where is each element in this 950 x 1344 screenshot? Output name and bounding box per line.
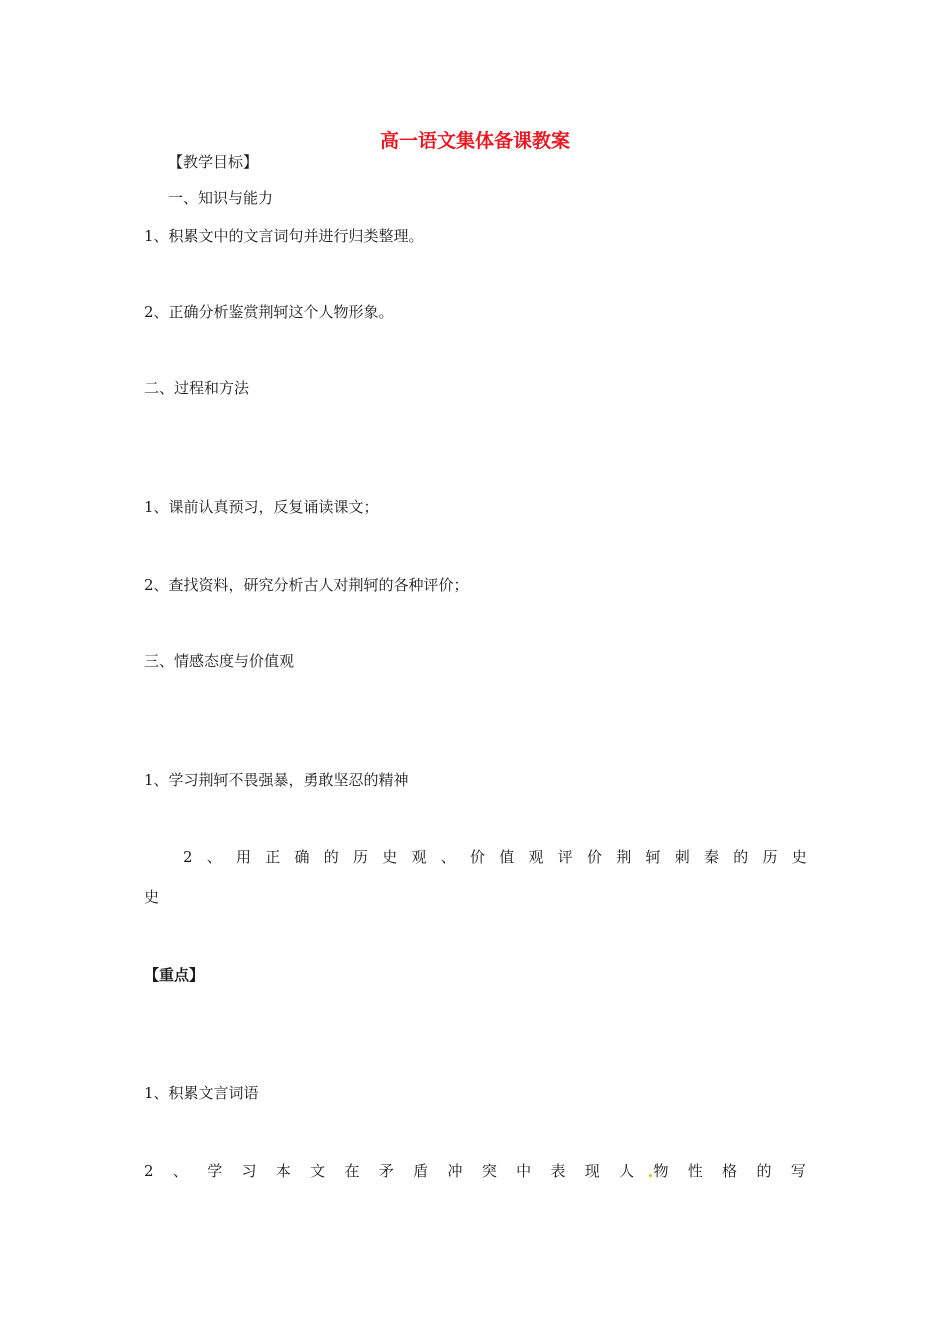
- justified-char: 轲: [645, 848, 661, 866]
- list-item: 2、查找资料，研究分析古人对荆轲的各种评价；: [144, 576, 469, 594]
- justified-char: 的: [323, 848, 339, 866]
- justified-char: 价: [470, 848, 486, 866]
- justified-line: [183, 847, 807, 867]
- document-title: 高一语文集体备课教案: [379, 130, 570, 152]
- justified-char: 习: [241, 1162, 257, 1180]
- section-heading-values: 三、情感态度与价值观: [144, 652, 295, 670]
- justified-char: 性: [687, 1162, 703, 1180]
- section-heading-knowledge: 一、知识与能力: [168, 189, 274, 207]
- justified-char: 2: [183, 848, 193, 866]
- list-item-wrap: 史: [144, 888, 160, 906]
- justified-char: 、: [440, 848, 456, 866]
- justified-char: 格: [722, 1162, 738, 1180]
- key-points-heading: 【重点】: [144, 966, 205, 984]
- justified-char: 现: [584, 1162, 600, 1180]
- justified-char: 观: [528, 848, 544, 866]
- justified-char: 写: [790, 1162, 806, 1180]
- justified-char: 盾: [413, 1162, 429, 1180]
- justified-char: 历: [353, 848, 369, 866]
- stray-mark: [649, 1174, 652, 1177]
- justified-char: 突: [481, 1162, 497, 1180]
- justified-line: [144, 1161, 806, 1181]
- justified-char: 物: [653, 1162, 669, 1180]
- list-item: 1、积累文中的文言词句并进行归类整理。: [144, 227, 424, 245]
- justified-char: 确: [294, 848, 310, 866]
- justified-char: 荆: [616, 848, 632, 866]
- justified-char: 、: [172, 1162, 188, 1180]
- justified-char: 的: [733, 848, 749, 866]
- justified-char: 冲: [447, 1162, 463, 1180]
- justified-char: 值: [499, 848, 515, 866]
- justified-char: 2: [144, 1162, 154, 1180]
- justified-char: 史: [791, 848, 807, 866]
- justified-char: 刺: [674, 848, 690, 866]
- justified-char: 学: [207, 1162, 223, 1180]
- justified-char: 观: [411, 848, 427, 866]
- justified-char: 秦: [704, 848, 720, 866]
- justified-char: 表: [550, 1162, 566, 1180]
- justified-char: 在: [344, 1162, 360, 1180]
- justified-char: 正: [265, 848, 281, 866]
- justified-char: 评: [557, 848, 573, 866]
- list-item: 2、正确分析鉴赏荆轲这个人物形象。: [144, 303, 394, 321]
- justified-char: 史: [382, 848, 398, 866]
- justified-char: 用: [236, 848, 252, 866]
- justified-char: 中: [516, 1162, 532, 1180]
- justified-char: 历: [762, 848, 778, 866]
- justified-char: 矛: [378, 1162, 394, 1180]
- list-item: 1、课前认真预习，反复诵读课文；: [144, 498, 379, 516]
- justified-char: 本: [275, 1162, 291, 1180]
- justified-char: 价: [587, 848, 603, 866]
- justified-char: 、: [206, 848, 222, 866]
- justified-char: 人: [619, 1162, 635, 1180]
- list-item: 1、学习荆轲不畏强暴，勇敢坚忍的精神: [144, 771, 409, 789]
- justified-char: 文: [310, 1162, 326, 1180]
- justified-char: 的: [756, 1162, 772, 1180]
- list-item: 1、积累文言词语: [144, 1084, 259, 1102]
- section-heading-process: 二、过程和方法: [144, 379, 250, 397]
- objectives-heading: 【教学目标】: [168, 153, 259, 171]
